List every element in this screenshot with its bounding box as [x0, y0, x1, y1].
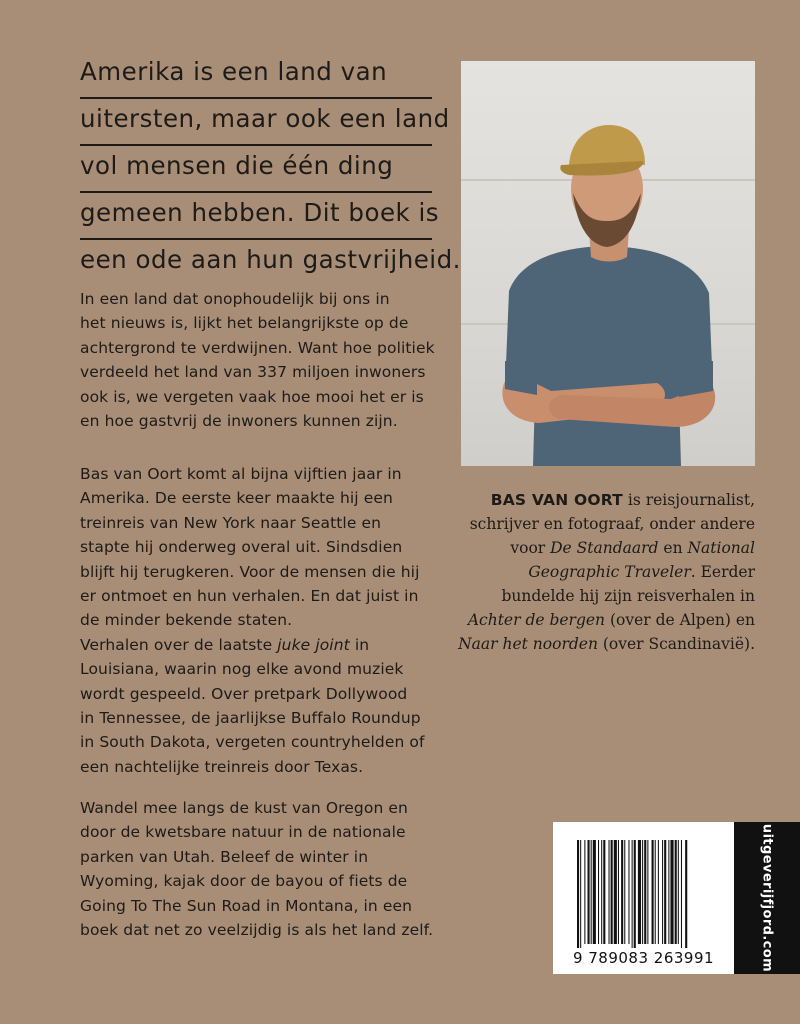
text-span: voor: [510, 539, 551, 557]
tagline-line: uitersten, maar ook een land: [80, 99, 432, 146]
text-line: [455, 608, 755, 632]
text-span: is reisjournalist,: [622, 491, 755, 509]
text-line: een nachtelijke treinreis door Texas.: [80, 757, 364, 776]
text-line: [455, 560, 755, 584]
text-line: Amerika. De eerste keer maakte hij een: [80, 489, 393, 508]
tagline-line: gemeen hebben. Dit boek is: [80, 193, 432, 240]
text-line: Going To The Sun Road in Montana, in een: [80, 896, 413, 915]
text-line: boek dat net zo veelzijdig is als het land zelf.: [80, 921, 434, 940]
intro-paragraph: [80, 287, 452, 433]
text-span: Verhalen over de laatste: [80, 635, 278, 654]
emphasis-text: National: [687, 539, 755, 557]
text-line: ook is, we vergeten vaak hoe mooi het er is: [80, 387, 424, 406]
text-line: parken van Utah. Beleef de winter in: [80, 847, 369, 866]
text-line: verdeeld het land van 337 miljoen inwoners: [80, 363, 426, 382]
author-bio: [455, 488, 755, 656]
text-line: het nieuws is, lijkt het belangrijkste op de: [80, 314, 409, 333]
text-line: [455, 536, 755, 560]
emphasis-text: Geographic Traveler: [528, 563, 691, 581]
text-line: de minder bekende staten.: [80, 611, 293, 630]
text-line: [80, 633, 452, 657]
text-line: in Tennessee, de jaarlijkse Buffalo Roundup: [80, 709, 421, 728]
text-span: (over Scandinavië).: [597, 635, 755, 653]
text-span: en: [658, 539, 688, 557]
text-line: Bas van Oort komt al bijna vijftien jaar in: [80, 465, 402, 483]
tagline-line: een ode aan hun gastvrijheid.: [80, 245, 461, 274]
text-line: door de kwetsbare natuur in de nationale: [80, 823, 406, 842]
tagline: [80, 52, 461, 285]
author-name: BAS VAN OORT: [490, 491, 623, 509]
emphasis-text: Naar het noorden: [458, 635, 598, 653]
text-line: er ontmoet en hun verhalen. En dat juist in: [80, 587, 419, 606]
publisher-url: uitgeverijfjord.com: [759, 823, 775, 973]
author-photo: [461, 61, 755, 466]
text-line: blijft hij terugkeren. Voor de mensen die hij: [80, 562, 420, 581]
emphasis-text: juke joint: [277, 635, 350, 654]
text-line: achtergrond te verdwijnen. Want hoe politiek: [80, 338, 435, 357]
text-line: [455, 632, 755, 656]
emphasis-text: Achter de bergen: [467, 611, 606, 629]
tagline-line: vol mensen die één ding: [80, 146, 432, 193]
author-stories-paragraph: [80, 462, 452, 779]
text-line: stapte hij onderweg overal uit. Sindsdien: [80, 538, 403, 557]
text-line: treinreis van New York naar Seattle en: [80, 513, 382, 532]
text-line: Louisiana, waarin nog elke avond muziek: [80, 660, 404, 679]
travel-paragraph: [80, 796, 452, 942]
text-line: wordt gespeeld. Over pretpark Dollywood: [80, 684, 408, 703]
text-line: in South Dakota, vergeten countryhelden of: [80, 733, 425, 752]
emphasis-text: De Standaard: [550, 539, 659, 557]
text-line: en hoe gastvrij de inwoners kunnen zijn.: [80, 412, 398, 431]
text-line: schrijver en fotograaf, onder andere: [469, 515, 755, 533]
text-line: [455, 488, 755, 512]
text-span: . Eerder: [690, 563, 755, 581]
text-span: (over de Alpen) en: [605, 611, 755, 629]
barcode-bars: [553, 822, 734, 948]
text-line: Wandel mee langs de kust van Oregon en: [80, 799, 408, 817]
text-line: bundelde hij zijn reisverhalen in: [501, 587, 755, 605]
isbn-barcode: [553, 822, 734, 974]
author-figure: [461, 61, 755, 466]
text-line: In een land dat onophoudelijk bij ons in: [80, 290, 390, 308]
isbn-number: 9 789083 263991: [572, 949, 715, 967]
text-line: Wyoming, kajak door de bayou of fiets de: [80, 872, 408, 891]
text-span: in: [349, 635, 370, 654]
tagline-line: Amerika is een land van: [80, 52, 432, 99]
publisher-strip: [734, 822, 800, 974]
